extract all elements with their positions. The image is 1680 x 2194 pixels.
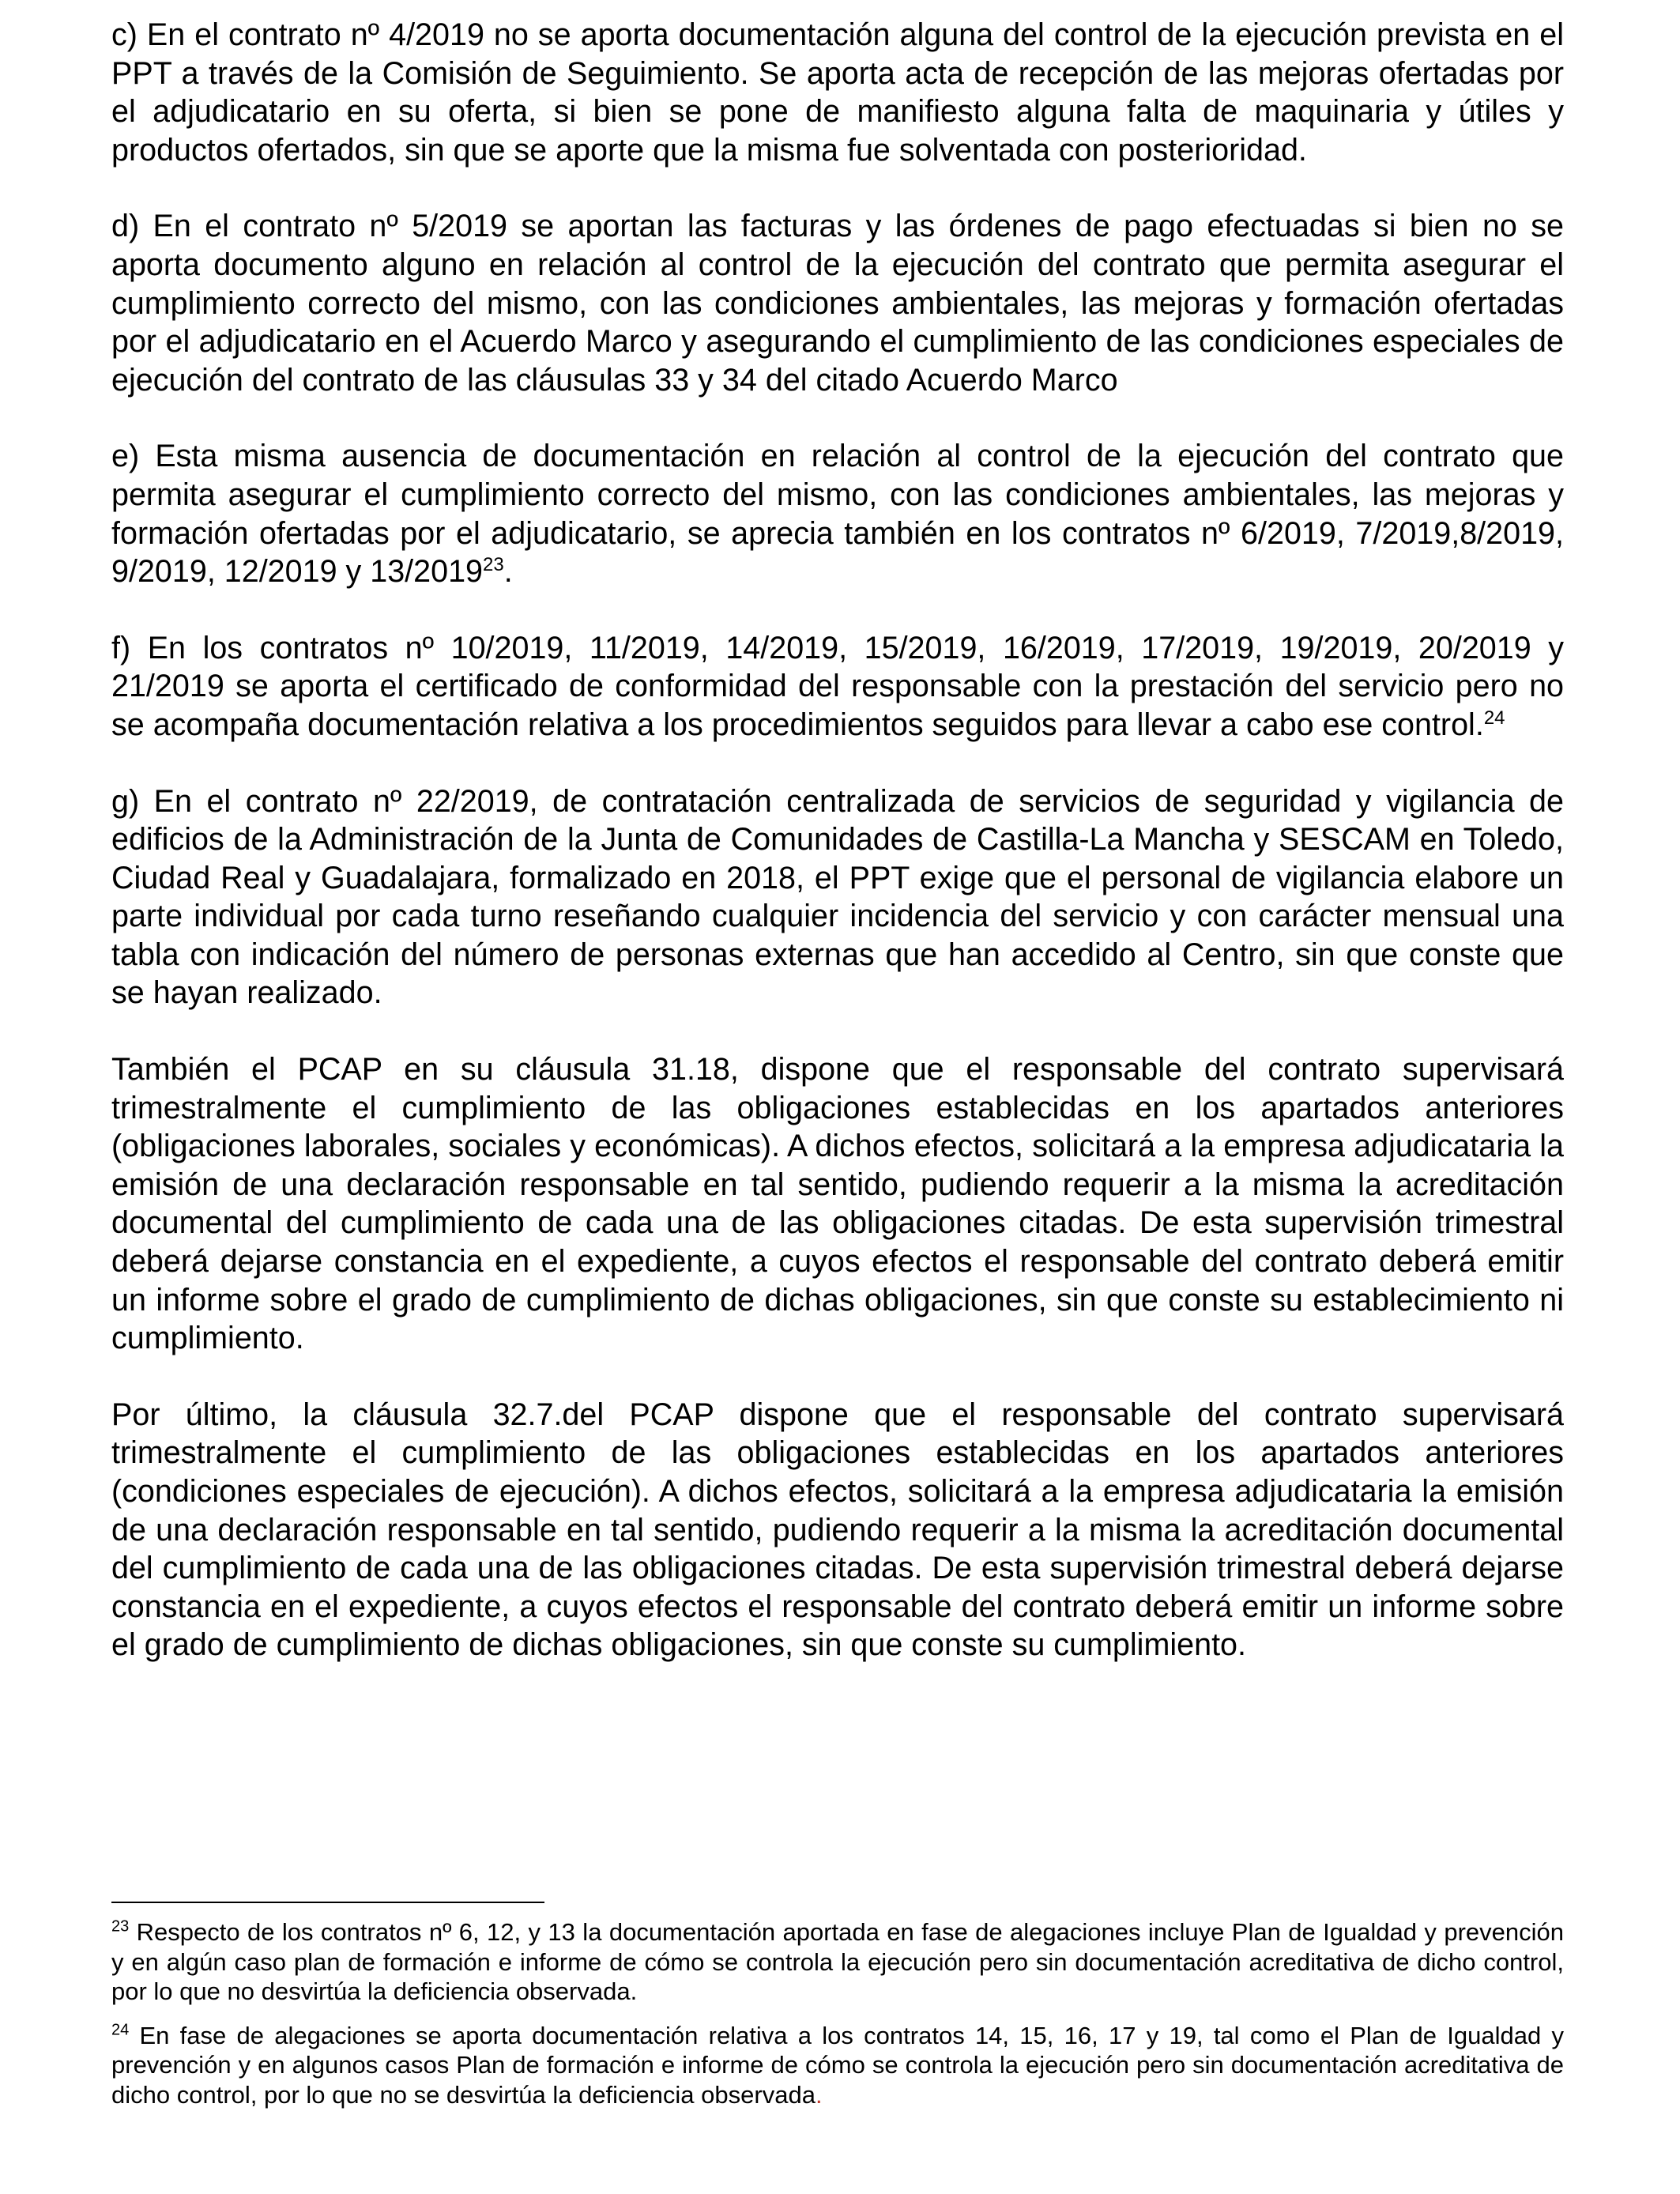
paragraph-pcap-32-7: Por último, la cláusula 32.7.del PCAP dispone que el responsable del contrato supervisará trimestralmente el cumplimiento de las obligaciones establecidas en los apartados anteriores (condiciones especiales de ejecución). A dichos efectos, solicitará a la empresa adjudicataria la emisión de una declaración responsable en tal sentido, pudiendo requerir a la misma la acreditación documental del cumplimiento de cada una de las obligaciones citadas. De esta supervisión trimestral deberá dejarse constancia en el expediente, a cuyos efectos el responsable del contrato deberá emitir un informe sobre el grado de cumplimiento de dichas obligaciones, sin que conste su cumplimiento. [111, 1397, 1564, 1663]
paragraph-g: g) En el contrato nº 22/2019, de contratación centralizada de servicios de seguridad y vigilancia de edificios de la Administración de la Junta de Comunidades de Castilla-La Mancha y SESCAM en Toledo, Ciudad Real y Guadalajara, formalizado en 2018, el PPT exige que el personal de vigilancia elabore un parte individual por cada turno reseñando cualquier incidencia del servicio y con carácter mensual una tabla con indicación del número de personas externas que han accedido al Centro, sin que conste que se hayan realizado. [111, 783, 1564, 1011]
footnote-23: $^{23}$ Respecto de los contratos nº 6, 12, y 13 la documentación aportada en fase de alegaciones incluye Plan de Igualdad y prevención y en algún caso plan de formación e informe de cómo se controla la ejecución pero sin documentación acreditativa de dicho control, por lo que no desvirtúa la deficiencia observada. [111, 1917, 1564, 2005]
footnote-mark-23: 23 [111, 1917, 130, 1936]
footnote-mark-24: 24 [111, 2021, 130, 2039]
footnote-separator [111, 1902, 544, 1903]
paragraph-d: d) En el contrato nº 5/2019 se aportan las facturas y las órdenes de pago efectuadas si bien no se aporta documento alguno en relación al control de la ejecución del contrato que permita asegurar el cumplimiento correcto del mismo, con las condiciones ambientales, las mejoras y formación ofertadas por el adjudicatario en el Acuerdo Marco y asegurando el cumplimiento de las condiciones especiales de ejecución del contrato de las cláusulas 33 y 34 del citado Acuerdo Marco [111, 209, 1564, 398]
paragraph-e: e) Esta misma ausencia de documentación en relación al control de la ejecución del contrato que permita asegurar el cumplimiento correcto del mismo, con las condiciones ambientales, las mejoras y formación ofertadas por el adjudicatario, se aprecia también en los contratos nº 6/2019, 7/2019,8/2019, 9/2019, 12/2019 y 13/2019$^{23}$. [111, 439, 1564, 590]
paragraph-f: f) En los contratos nº 10/2019, 11/2019, 14/2019, 15/2019, 16/2019, 17/2019, 19/2019, 20/2019 y 21/2019 se aporta el certificado de conformidad del responsable con la prestación del servicio pero no se acompaña documentación relativa a los procedimientos seguidos para llevar a cabo ese control.$^{24}$ [111, 630, 1564, 742]
footnotes [111, 1917, 1564, 2124]
footnote-24: $^{24}$ En fase de alegaciones se aporta documentación relativa a los contratos 14, 15, 16, 17 y 19, tal como el Plan de Igualdad y prevención y en algunos casos Plan de formación e informe de cómo se controla la ejecución pero sin documentación acreditativa de dicho control, por lo que no se desvirtúa la deficiencia observada. [111, 2021, 1564, 2109]
footnote-ref-23[interactable]: 23 [483, 553, 504, 575]
paragraph-pcap-31-18: También el PCAP en su cláusula 31.18, dispone que el responsable del contrato supervisará trimestralmente el cumplimiento de las obligaciones establecidas en los apartados anteriores (obligaciones laborales, sociales y económicas). A dichos efectos, solicitará a la empresa adjudicataria la emisión de una declaración responsable en tal sentido, pudiendo requerir a la misma la acreditación documental del cumplimiento de cada una de las obligaciones citadas. De esta supervisión trimestral deberá dejarse constancia en el expediente, a cuyos efectos el responsable del contrato deberá emitir un informe sobre el grado de cumplimiento de dichas obligaciones, sin que conste su establecimiento ni cumplimiento. [111, 1052, 1564, 1356]
document-body [111, 16, 1564, 1702]
footnote-ref-24[interactable]: 24 [1483, 707, 1505, 729]
paragraph-c: c) En el contrato nº 4/2019 no se aporta documentación alguna del control de la ejecución prevista en el PPT a través de la Comisión de Seguimiento. Se aporta acta de recepción de las mejoras ofertadas por el adjudicatario en su oferta, si bien se pone de manifiesto alguna falta de maquinaria y útiles y productos ofertados, sin que se aporte que la misma fue solventada con posterioridad. [111, 17, 1564, 168]
footnote-end-mark: . [815, 2080, 823, 2109]
